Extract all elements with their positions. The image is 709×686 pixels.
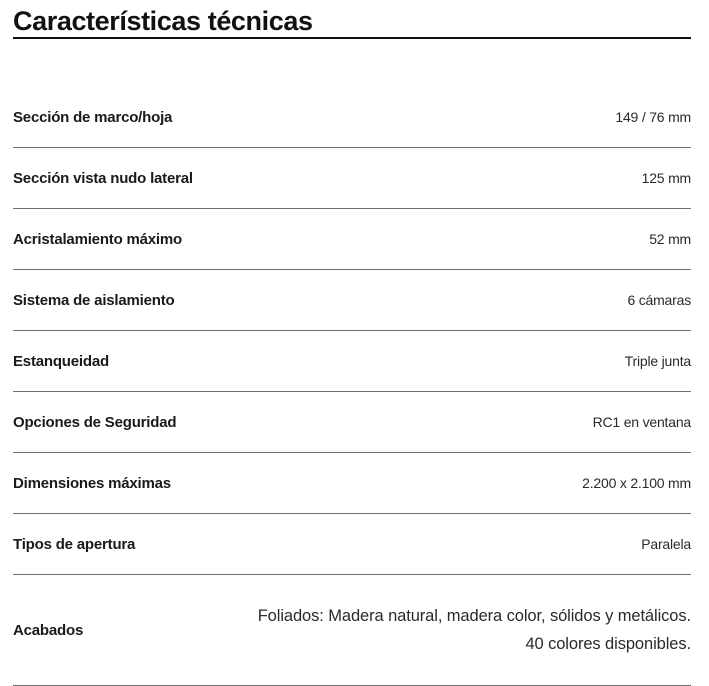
section-title: Características técnicas bbox=[13, 0, 691, 39]
spec-label: Dimensiones máximas bbox=[13, 474, 171, 492]
finishes-line: Foliados: Madera natural, madera color, sólidos y metálicos. bbox=[257, 607, 691, 625]
spec-value: 6 cámaras bbox=[627, 292, 691, 308]
spec-row-insulation bbox=[13, 270, 691, 331]
spec-row-sealing bbox=[13, 331, 691, 392]
spec-label: Acristalamiento máximo bbox=[13, 230, 182, 248]
spec-value: 52 mm bbox=[649, 231, 691, 247]
spec-value: 149 / 76 mm bbox=[615, 109, 691, 125]
tech-specs-section bbox=[13, 0, 691, 686]
spec-row-finishes bbox=[13, 575, 691, 686]
finishes-description bbox=[258, 602, 691, 658]
spec-label: Tipos de apertura bbox=[13, 535, 136, 553]
spec-value: Triple junta bbox=[624, 353, 691, 369]
spec-row-lateral-section bbox=[13, 148, 691, 209]
spec-value: 125 mm bbox=[641, 170, 691, 186]
spec-row-max-dimensions bbox=[13, 453, 691, 514]
spec-row-opening-types bbox=[13, 514, 691, 575]
spec-value: RC1 en ventana bbox=[592, 414, 691, 430]
spec-value: Paralela bbox=[641, 536, 691, 552]
spec-value: 2.200 x 2.100 mm bbox=[582, 475, 691, 491]
spec-row-max-glazing bbox=[13, 209, 691, 270]
spec-row-security bbox=[13, 392, 691, 453]
spec-label: Sección de marco/hoja bbox=[13, 108, 173, 126]
spec-row-frame-section bbox=[13, 87, 691, 148]
spec-label: Sección vista nudo lateral bbox=[13, 169, 193, 187]
spec-label: Sistema de aislamiento bbox=[13, 291, 175, 309]
spec-label: Acabados bbox=[13, 621, 84, 639]
specs-table bbox=[13, 87, 691, 686]
spec-label: Opciones de Seguridad bbox=[13, 413, 177, 431]
finishes-line: 40 colores disponibles. bbox=[525, 635, 691, 653]
spec-label: Estanqueidad bbox=[13, 352, 109, 370]
